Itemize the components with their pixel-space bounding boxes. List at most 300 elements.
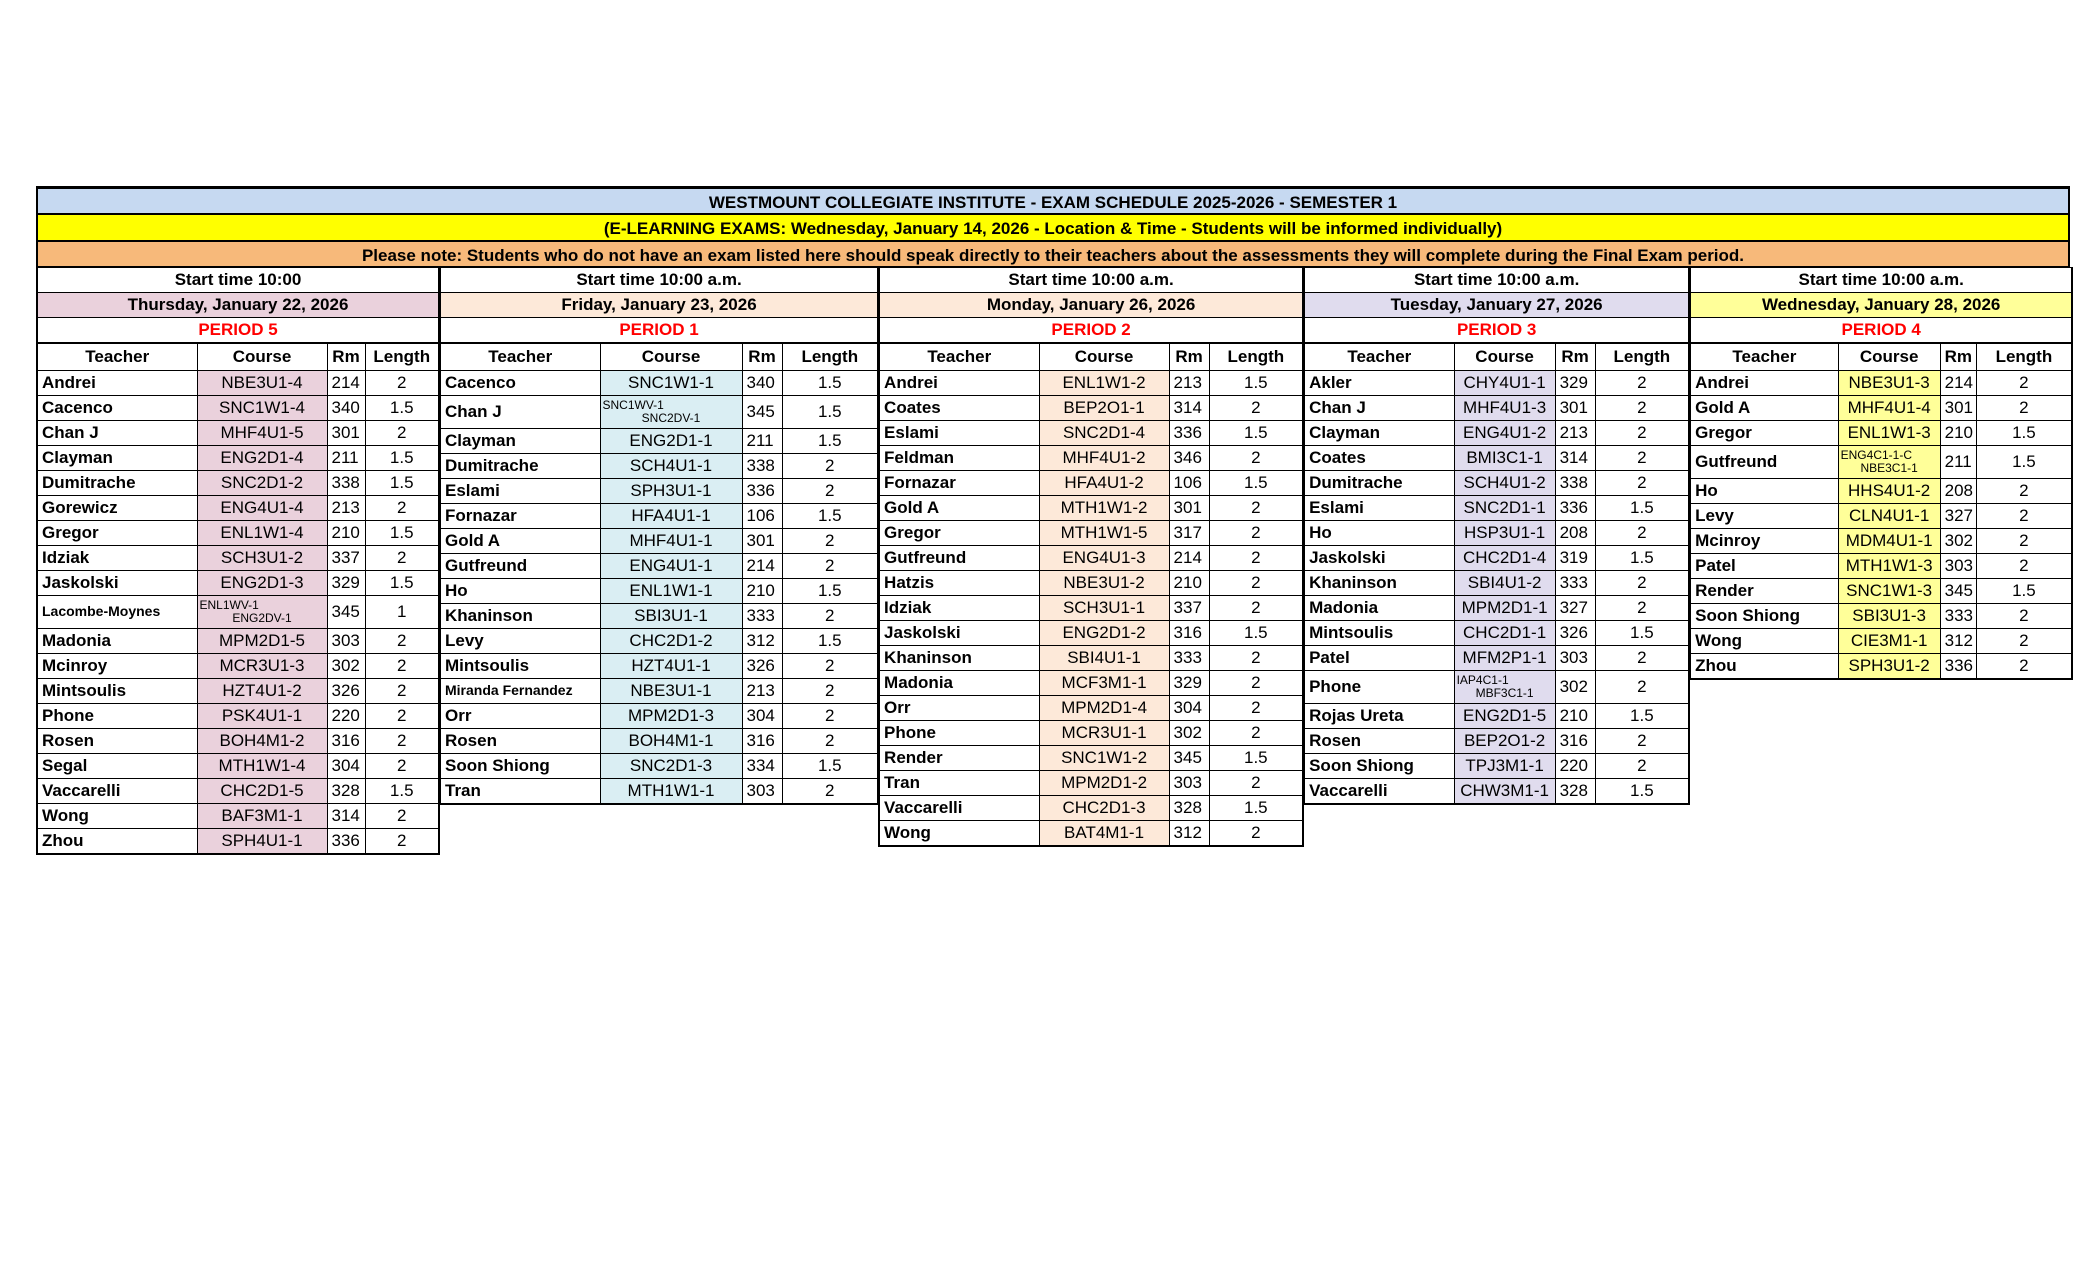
course-code-line: MBF3C1-1 bbox=[1475, 686, 1534, 700]
table-row bbox=[879, 821, 1303, 847]
exam-length: 2 bbox=[1976, 371, 2072, 396]
table-row bbox=[1690, 604, 2072, 629]
table-row bbox=[440, 529, 878, 554]
teacher-name: Segal bbox=[37, 754, 197, 779]
course-code-line: SNC1WV-1 bbox=[602, 398, 664, 413]
teacher-name: Chan J bbox=[37, 421, 197, 446]
table-row bbox=[879, 371, 1303, 396]
room-number: 210 bbox=[1555, 704, 1595, 729]
table-row bbox=[440, 679, 878, 704]
teacher-name: Clayman bbox=[440, 429, 600, 454]
table-row bbox=[1690, 504, 2072, 529]
day-table-3 bbox=[878, 267, 1304, 847]
room-number: 213 bbox=[327, 496, 365, 521]
table-row bbox=[37, 446, 439, 471]
exam-length: 2 bbox=[782, 779, 878, 805]
room-number: 345 bbox=[1169, 746, 1209, 771]
course-code: TPJ3M1-1 bbox=[1454, 754, 1555, 779]
table-row bbox=[37, 521, 439, 546]
teacher-name: Mcinroy bbox=[1690, 529, 1838, 554]
exam-length: 1.5 bbox=[782, 579, 878, 604]
teacher-name: Andrei bbox=[879, 371, 1039, 396]
start-time: Start time 10:00 a.m. bbox=[879, 268, 1303, 293]
course-code: SBI4U1-2 bbox=[1454, 571, 1555, 596]
room-number: 336 bbox=[1555, 496, 1595, 521]
teacher-name: Rosen bbox=[1304, 729, 1454, 754]
course-code: HHS4U1-2 bbox=[1838, 479, 1940, 504]
teacher-name: Wong bbox=[879, 821, 1039, 847]
course-code: ENG2D1-5 bbox=[1454, 704, 1555, 729]
column-header-teacher: Teacher bbox=[37, 343, 197, 371]
table-row bbox=[1304, 704, 1689, 729]
table-row bbox=[37, 471, 439, 496]
teacher-name: Cacenco bbox=[37, 396, 197, 421]
exam-length: 2 bbox=[1209, 496, 1303, 521]
teacher-name: Gold A bbox=[440, 529, 600, 554]
column-header-course: Course bbox=[1838, 343, 1940, 371]
teacher-name: Rojas Ureta bbox=[1304, 704, 1454, 729]
teacher-name: Zhou bbox=[1690, 654, 1838, 680]
room-number: 316 bbox=[742, 729, 782, 754]
exam-length: 2 bbox=[782, 729, 878, 754]
exam-length: 2 bbox=[365, 704, 439, 729]
room-number: 317 bbox=[1169, 521, 1209, 546]
room-number: 303 bbox=[742, 779, 782, 805]
room-number: 327 bbox=[1940, 504, 1976, 529]
table-row bbox=[1690, 396, 2072, 421]
column-header-teacher: Teacher bbox=[879, 343, 1039, 371]
room-number: 301 bbox=[1555, 396, 1595, 421]
exam-length: 2 bbox=[1595, 396, 1689, 421]
room-number: 220 bbox=[1555, 754, 1595, 779]
exam-length: 2 bbox=[1209, 571, 1303, 596]
teacher-name: Vaccarelli bbox=[37, 779, 197, 804]
table-row bbox=[1304, 446, 1689, 471]
teacher-name: Fornazar bbox=[879, 471, 1039, 496]
column-header-length: Length bbox=[1209, 343, 1303, 371]
course-code-line: ENG2DV-1 bbox=[232, 611, 292, 625]
teacher-name: Gregor bbox=[37, 521, 197, 546]
table-row bbox=[1304, 754, 1689, 779]
exam-length: 2 bbox=[1595, 671, 1689, 704]
teacher-name: Tran bbox=[879, 771, 1039, 796]
exam-length: 2 bbox=[365, 829, 439, 855]
exam-length: 2 bbox=[1209, 396, 1303, 421]
course-code: ENG4U1-2 bbox=[1454, 421, 1555, 446]
room-number: 301 bbox=[742, 529, 782, 554]
table-row bbox=[440, 396, 878, 429]
course-code: PSK4U1-1 bbox=[197, 704, 327, 729]
course-code-line: ENL1WV-1 bbox=[199, 598, 259, 613]
teacher-name: Andrei bbox=[37, 371, 197, 396]
teacher-name: Mintsoulis bbox=[440, 654, 600, 679]
course-code: ENG2D1-1 bbox=[600, 429, 742, 454]
course-code: CHY4U1-1 bbox=[1454, 371, 1555, 396]
course-code bbox=[197, 596, 327, 629]
room-number: 333 bbox=[1940, 604, 1976, 629]
room-number: 336 bbox=[1940, 654, 1976, 680]
exam-length: 2 bbox=[1595, 571, 1689, 596]
column-header-course: Course bbox=[1039, 343, 1169, 371]
course-code: BOH4M1-2 bbox=[197, 729, 327, 754]
teacher-name: Gold A bbox=[879, 496, 1039, 521]
exam-length: 1.5 bbox=[1976, 579, 2072, 604]
column-header-length: Length bbox=[782, 343, 878, 371]
teacher-name: Gregor bbox=[1690, 421, 1838, 446]
exam-length: 2 bbox=[1209, 446, 1303, 471]
course-code: ENG2D1-4 bbox=[197, 446, 327, 471]
room-number: 211 bbox=[327, 446, 365, 471]
course-code: MHF4U1-3 bbox=[1454, 396, 1555, 421]
room-number: 328 bbox=[1555, 779, 1595, 805]
room-number: 312 bbox=[1940, 629, 1976, 654]
room-number: 303 bbox=[1555, 646, 1595, 671]
course-code: SNC2D1-2 bbox=[197, 471, 327, 496]
table-row bbox=[37, 704, 439, 729]
course-code: NBE3U1-3 bbox=[1838, 371, 1940, 396]
table-row bbox=[1690, 554, 2072, 579]
teacher-name: Feldman bbox=[879, 446, 1039, 471]
room-number: 106 bbox=[1169, 471, 1209, 496]
course-code: HZT4U1-1 bbox=[600, 654, 742, 679]
table-row bbox=[1304, 471, 1689, 496]
column-header-room: Rm bbox=[327, 343, 365, 371]
exam-length: 1.5 bbox=[1595, 621, 1689, 646]
teacher-name: Render bbox=[879, 746, 1039, 771]
table-row bbox=[37, 804, 439, 829]
table-row bbox=[37, 596, 439, 629]
teacher-name: Khaninson bbox=[440, 604, 600, 629]
day-table-4 bbox=[1303, 267, 1690, 805]
teacher-name: Mintsoulis bbox=[37, 679, 197, 704]
room-number: 314 bbox=[1555, 446, 1595, 471]
course-code: MHF4U1-4 bbox=[1838, 396, 1940, 421]
exam-length: 2 bbox=[1976, 529, 2072, 554]
exam-schedule-sheet bbox=[36, 186, 2070, 855]
teacher-name: Patel bbox=[1304, 646, 1454, 671]
exam-length: 2 bbox=[782, 529, 878, 554]
table-row bbox=[1690, 479, 2072, 504]
teacher-name: Chan J bbox=[440, 396, 600, 429]
course-code: CHC2D1-4 bbox=[1454, 546, 1555, 571]
table-row bbox=[1304, 646, 1689, 671]
exam-date: Tuesday, January 27, 2026 bbox=[1304, 293, 1689, 318]
room-number: 326 bbox=[327, 679, 365, 704]
exam-length: 1.5 bbox=[782, 371, 878, 396]
teacher-name: Patel bbox=[1690, 554, 1838, 579]
teacher-name: Khaninson bbox=[879, 646, 1039, 671]
room-number: 214 bbox=[742, 554, 782, 579]
table-row bbox=[440, 654, 878, 679]
exam-length: 1.5 bbox=[365, 571, 439, 596]
room-number: 336 bbox=[327, 829, 365, 855]
teacher-name: Gutfreund bbox=[440, 554, 600, 579]
course-code: MPM2D1-4 bbox=[1039, 696, 1169, 721]
room-number: 338 bbox=[742, 454, 782, 479]
teacher-name: Fornazar bbox=[440, 504, 600, 529]
room-number: 208 bbox=[1940, 479, 1976, 504]
table-row bbox=[1690, 629, 2072, 654]
teacher-name: Eslami bbox=[879, 421, 1039, 446]
course-code: SNC1W1-1 bbox=[600, 371, 742, 396]
table-row bbox=[37, 496, 439, 521]
teacher-name: Phone bbox=[879, 721, 1039, 746]
day-tables bbox=[36, 267, 2070, 855]
course-code bbox=[1454, 671, 1555, 704]
period-label: PERIOD 4 bbox=[1690, 318, 2072, 344]
room-number: 302 bbox=[1555, 671, 1595, 704]
teacher-name: Soon Shiong bbox=[1304, 754, 1454, 779]
exam-length: 1.5 bbox=[1976, 421, 2072, 446]
exam-length: 1.5 bbox=[1976, 446, 2072, 479]
course-code: BAT4M1-1 bbox=[1039, 821, 1169, 847]
exam-length: 2 bbox=[1976, 604, 2072, 629]
exam-length: 2 bbox=[1595, 446, 1689, 471]
room-number: 333 bbox=[1555, 571, 1595, 596]
table-row bbox=[37, 829, 439, 855]
course-code: ENL1W1-1 bbox=[600, 579, 742, 604]
table-row bbox=[1304, 371, 1689, 396]
day-table-2 bbox=[439, 267, 879, 805]
course-code: MPM2D1-1 bbox=[1454, 596, 1555, 621]
exam-length: 1.5 bbox=[365, 396, 439, 421]
table-row bbox=[37, 654, 439, 679]
room-number: 338 bbox=[327, 471, 365, 496]
teacher-name: Khaninson bbox=[1304, 571, 1454, 596]
course-code: MHF4U1-2 bbox=[1039, 446, 1169, 471]
teacher-name: Phone bbox=[1304, 671, 1454, 704]
teacher-name: Cacenco bbox=[440, 371, 600, 396]
table-row bbox=[37, 679, 439, 704]
course-code: MFM2P1-1 bbox=[1454, 646, 1555, 671]
teacher-name: Ho bbox=[1304, 521, 1454, 546]
exam-length: 2 bbox=[1209, 821, 1303, 847]
course-code: SNC1W1-2 bbox=[1039, 746, 1169, 771]
room-number: 210 bbox=[742, 579, 782, 604]
column-header-course: Course bbox=[197, 343, 327, 371]
exam-date: Thursday, January 22, 2026 bbox=[37, 293, 439, 318]
course-code: BEP2O1-1 bbox=[1039, 396, 1169, 421]
course-code: BAF3M1-1 bbox=[197, 804, 327, 829]
room-number: 319 bbox=[1555, 546, 1595, 571]
table-row bbox=[37, 371, 439, 396]
table-row bbox=[879, 746, 1303, 771]
room-number: 302 bbox=[1169, 721, 1209, 746]
column-header-room: Rm bbox=[1169, 343, 1209, 371]
course-code: SNC2D1-3 bbox=[600, 754, 742, 779]
exam-length: 1.5 bbox=[1209, 621, 1303, 646]
room-number: 213 bbox=[742, 679, 782, 704]
course-code: SNC1W1-4 bbox=[197, 396, 327, 421]
exam-length: 2 bbox=[1595, 371, 1689, 396]
exam-length: 1.5 bbox=[1595, 704, 1689, 729]
room-number: 328 bbox=[327, 779, 365, 804]
teacher-name: Levy bbox=[440, 629, 600, 654]
table-row bbox=[37, 754, 439, 779]
room-number: 301 bbox=[1940, 396, 1976, 421]
exam-length: 2 bbox=[1209, 546, 1303, 571]
exam-length: 2 bbox=[1595, 646, 1689, 671]
table-row bbox=[879, 571, 1303, 596]
teacher-name: Mintsoulis bbox=[1304, 621, 1454, 646]
course-code: HSP3U1-1 bbox=[1454, 521, 1555, 546]
table-row bbox=[879, 396, 1303, 421]
teacher-name: Gutfreund bbox=[879, 546, 1039, 571]
teacher-name: Eslami bbox=[1304, 496, 1454, 521]
course-code: ENG2D1-3 bbox=[197, 571, 327, 596]
course-code: CHC2D1-2 bbox=[600, 629, 742, 654]
room-number: 345 bbox=[327, 596, 365, 629]
period-label: PERIOD 3 bbox=[1304, 318, 1689, 344]
column-header-length: Length bbox=[1976, 343, 2072, 371]
course-code: NBE3U1-4 bbox=[197, 371, 327, 396]
exam-date: Friday, January 23, 2026 bbox=[440, 293, 878, 318]
note-banner: Please note: Students who do not have an exam listed here should speak directly to their teachers about the assessments they will complete during the Final Exam period. bbox=[36, 240, 2070, 267]
column-header-length: Length bbox=[365, 343, 439, 371]
room-number: 334 bbox=[742, 754, 782, 779]
table-row bbox=[440, 429, 878, 454]
table-row bbox=[1304, 421, 1689, 446]
exam-length: 2 bbox=[365, 679, 439, 704]
column-header-room: Rm bbox=[1555, 343, 1595, 371]
course-code: SCH4U1-2 bbox=[1454, 471, 1555, 496]
teacher-name: Vaccarelli bbox=[1304, 779, 1454, 805]
table-row bbox=[1304, 571, 1689, 596]
room-number: 337 bbox=[1169, 596, 1209, 621]
teacher-name: Dumitrache bbox=[37, 471, 197, 496]
course-code: ENG4U1-4 bbox=[197, 496, 327, 521]
table-row bbox=[879, 446, 1303, 471]
table-row bbox=[1690, 371, 2072, 396]
course-code: ENG4U1-3 bbox=[1039, 546, 1169, 571]
column-header-teacher: Teacher bbox=[1690, 343, 1838, 371]
course-code: MTH1W1-3 bbox=[1838, 554, 1940, 579]
column-header-course: Course bbox=[1454, 343, 1555, 371]
table-row bbox=[879, 546, 1303, 571]
teacher-name: Madonia bbox=[879, 671, 1039, 696]
table-row bbox=[1690, 654, 2072, 680]
day-table-1 bbox=[36, 267, 440, 855]
course-code: CHW3M1-1 bbox=[1454, 779, 1555, 805]
course-code: SBI3U1-1 bbox=[600, 604, 742, 629]
course-code: MCR3U1-1 bbox=[1039, 721, 1169, 746]
period-label: PERIOD 1 bbox=[440, 318, 878, 344]
room-number: 214 bbox=[1940, 371, 1976, 396]
room-number: 106 bbox=[742, 504, 782, 529]
teacher-name: Vaccarelli bbox=[879, 796, 1039, 821]
room-number: 340 bbox=[327, 396, 365, 421]
teacher-name: Rosen bbox=[440, 729, 600, 754]
teacher-name: Jaskolski bbox=[879, 621, 1039, 646]
exam-length: 1.5 bbox=[365, 779, 439, 804]
teacher-name: Phone bbox=[37, 704, 197, 729]
room-number: 345 bbox=[1940, 579, 1976, 604]
course-code: ENL1W1-2 bbox=[1039, 371, 1169, 396]
exam-length: 2 bbox=[1209, 646, 1303, 671]
table-row bbox=[440, 629, 878, 654]
course-code: MPM2D1-3 bbox=[600, 704, 742, 729]
course-code: MCR3U1-3 bbox=[197, 654, 327, 679]
room-number: 312 bbox=[1169, 821, 1209, 847]
exam-length: 2 bbox=[365, 371, 439, 396]
table-row bbox=[37, 729, 439, 754]
teacher-name: Orr bbox=[879, 696, 1039, 721]
teacher-name: Dumitrache bbox=[440, 454, 600, 479]
exam-length: 2 bbox=[365, 546, 439, 571]
exam-length: 2 bbox=[365, 729, 439, 754]
exam-length: 2 bbox=[1976, 479, 2072, 504]
table-row bbox=[1304, 496, 1689, 521]
teacher-name: Madonia bbox=[1304, 596, 1454, 621]
course-code: CHC2D1-3 bbox=[1039, 796, 1169, 821]
room-number: 302 bbox=[327, 654, 365, 679]
day-table-5 bbox=[1689, 267, 2073, 680]
table-row bbox=[1304, 396, 1689, 421]
table-row bbox=[879, 421, 1303, 446]
table-row bbox=[440, 479, 878, 504]
exam-length: 1.5 bbox=[1209, 746, 1303, 771]
course-code bbox=[1838, 446, 1940, 479]
room-number: 301 bbox=[1169, 496, 1209, 521]
room-number: 210 bbox=[1169, 571, 1209, 596]
exam-length: 2 bbox=[1976, 396, 2072, 421]
room-number: 304 bbox=[1169, 696, 1209, 721]
room-number: 302 bbox=[1940, 529, 1976, 554]
room-number: 316 bbox=[327, 729, 365, 754]
table-row bbox=[879, 471, 1303, 496]
course-code: HZT4U1-2 bbox=[197, 679, 327, 704]
exam-length: 2 bbox=[1209, 721, 1303, 746]
room-number: 327 bbox=[1555, 596, 1595, 621]
course-code: SPH3U1-1 bbox=[600, 479, 742, 504]
room-number: 316 bbox=[1169, 621, 1209, 646]
course-code: NBE3U1-2 bbox=[1039, 571, 1169, 596]
room-number: 337 bbox=[327, 546, 365, 571]
table-row bbox=[440, 504, 878, 529]
exam-length: 2 bbox=[365, 421, 439, 446]
course-code: SBI4U1-1 bbox=[1039, 646, 1169, 671]
teacher-name: Mcinroy bbox=[37, 654, 197, 679]
teacher-name: Gutfreund bbox=[1690, 446, 1838, 479]
exam-length: 2 bbox=[1976, 654, 2072, 680]
course-code: CIE3M1-1 bbox=[1838, 629, 1940, 654]
room-number: 314 bbox=[327, 804, 365, 829]
room-number: 303 bbox=[1940, 554, 1976, 579]
course-code: MTH1W1-1 bbox=[600, 779, 742, 805]
room-number: 210 bbox=[1940, 421, 1976, 446]
teacher-name: Gold A bbox=[1690, 396, 1838, 421]
room-number: 340 bbox=[742, 371, 782, 396]
start-time: Start time 10:00 a.m. bbox=[440, 268, 878, 293]
exam-length: 2 bbox=[365, 654, 439, 679]
room-number: 329 bbox=[1555, 371, 1595, 396]
column-header-room: Rm bbox=[742, 343, 782, 371]
room-number: 336 bbox=[1169, 421, 1209, 446]
course-code-line: IAP4C1-1 bbox=[1456, 673, 1509, 688]
course-code: SNC2D1-1 bbox=[1454, 496, 1555, 521]
table-row bbox=[37, 546, 439, 571]
teacher-name: Render bbox=[1690, 579, 1838, 604]
teacher-name: Soon Shiong bbox=[1690, 604, 1838, 629]
course-code: ENG4U1-1 bbox=[600, 554, 742, 579]
course-code: HFA4U1-1 bbox=[600, 504, 742, 529]
room-number: 211 bbox=[742, 429, 782, 454]
exam-length: 2 bbox=[782, 454, 878, 479]
table-row bbox=[37, 396, 439, 421]
table-row bbox=[37, 629, 439, 654]
start-time: Start time 10:00 a.m. bbox=[1304, 268, 1689, 293]
teacher-name: Tran bbox=[440, 779, 600, 805]
